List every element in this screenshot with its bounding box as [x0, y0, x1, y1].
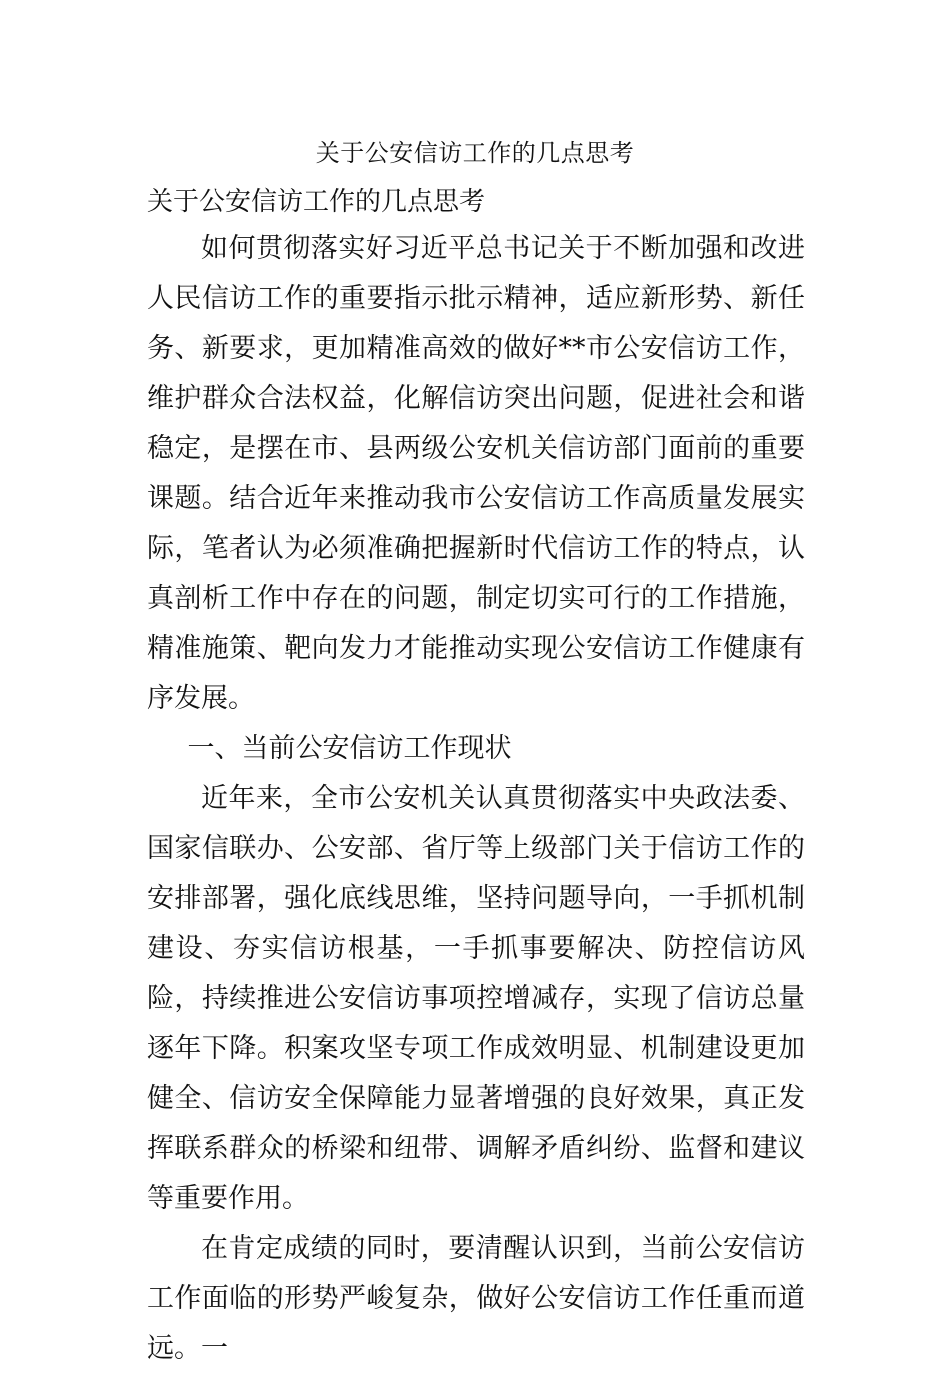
section-heading: 一、当前公安信访工作现状: [187, 733, 512, 764]
paragraph-challenges: 在肯定成绩的同时，要清醒认识到，当前公安信访工作面临的形势严峻复杂，做好公安信访工作任重而道远。一: [147, 1233, 805, 1364]
paragraph-status: 近年来，全市公安机关认真贯彻落实中央政法委、国家信联办、公安部、省厅等上级部门关于信访工作的安排部署，强化底线思维，坚持问题导向，一手抓机制建设、夯实信访根基，一手抓事要解决、防控信访风险，持续推进公安信访事项控增减存，实现了信访总量逐年下降。积案攻坚专项工作成效明显、机制建设更加健全、信访安全保障能力显著增强的良好效果，真正发挥联系群众的桥梁和纽带、调解矛盾纠纷、监督和建议等重要作用。: [147, 783, 805, 1214]
document-body: [147, 224, 805, 1374]
paragraph-intro: 如何贯彻落实好习近平总书记关于不断加强和改进人民信访工作的重要指示批示精神，适应新形势、新任务、新要求，更加精准高效的做好**市公安信访工作，维护群众合法权益，化解信访突出问题，促进社会和谐稳定，是摆在市、县两级公安机关信访部门面前的重要课题。结合近年来推动我市公安信访工作高质量发展实际，笔者认为必须准确把握新时代信访工作的特点，认真剖析工作中存在的问题，制定切实可行的工作措施，精准施策、靶向发力才能推动实现公安信访工作健康有序发展。: [147, 233, 805, 714]
document-subtitle: 关于公安信访工作的几点思考: [147, 187, 486, 217]
document-title: 关于公安信访工作的几点思考: [315, 139, 635, 167]
